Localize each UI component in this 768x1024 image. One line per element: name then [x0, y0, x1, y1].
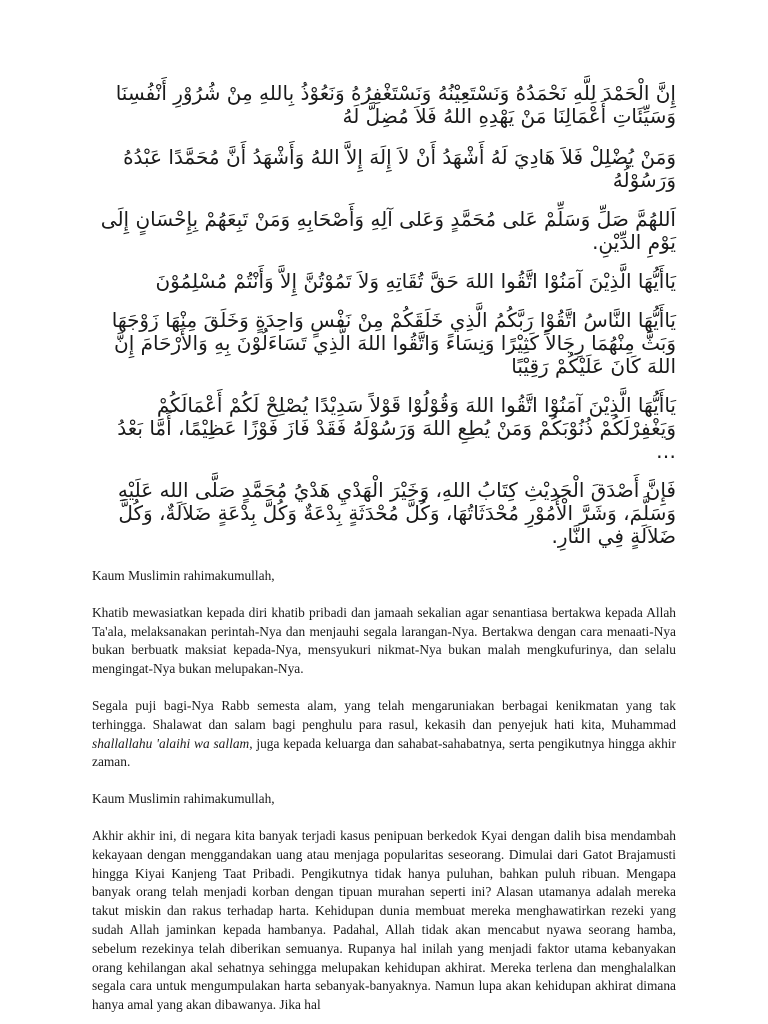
- arabic-verse-al-ahzab: يَاأَيُّهَا الَّذِيْنَ آمَنُوْا اتَّقُوا اللهَ وَقُوْلُوْا قَوْلاً سَدِيْدًا يُصْلِحْ لَكُمْ أَعْمَالَكُمْ وَيَغْفِرْلَكُمْ ذُنُوْبَكُمْ وَمَنْ يُطِعِ اللهَ وَرَسُوْلَهُ فَقَدْ فَازَ فَوْزًا عَظِيْمًا، أَمَّا بَعْدُ …: [117, 393, 676, 463]
- arabic-salawat: اَللهُمَّ صَلِّ وَسَلِّمْ عَلى مُحَمَّدٍ وَعَلى آلِهِ وَأَصْحَابِهِ وَمَنْ تَبِعَهُمْ بِإِحْسَانٍ إِلَى يَوْمِ الدِّيْنِ.: [100, 207, 676, 254]
- praise-text-start: Segala puji bagi-Nya Rabb semesta alam, yang telah mengaruniakan berbagai kenikmatan yang tak terhingga. Shalawat dan salam bagi penghulu para rasul, kekasih dan penyejuk hati kita, Muhammad: [92, 697, 676, 732]
- main-sermon-paragraph: Akhir akhir ini, di negara kita banyak terjadi kasus penipuan berkedok Kyai dengan dalih bisa mendambah kekayaan dengan menggandakan uang atau menjaga popularitas seseorang. Dimulai dari Gatot Brajamusti hingga Kiyai Kanjeng Taat Pribadi. Pengikutnya tidak hanya puluhan, bahkan puluh ribuan. Mengapa banyak orang telah menjadi korban dengan tipuan murahan seperti ini? Alasan utamanya adalah mereka takut miskin dan rakus terhadap harta. Kehidupan dunia membuat mereka menghawatirkan rezeki yang sudah Allah jaminkan kepada hambanya. Padahal, Allah tidak akan mencabut nyawa seorang hamba, sebelum rezekinya telah diberikan semuanya. Rupanya hal inilah yang menjadi faktor utama kebanyakan orang kehilangan akal sehatnya sehingga melupakan kehidupan akhirat. Mereka terlena dan menghalalkan segala cara untuk mengumpulakan harta sebanyak-banyaknya. Namun lupa akan kehidupan akhirat dimana hanya amal yang akan dibawanya. Jika hal: [92, 827, 676, 1013]
- greeting-paragraph-2: Kaum Muslimin rahimakumullah,: [92, 791, 275, 807]
- praise-text-end: , juga kepada keluarga dan sahabat-sahabatnya, serta pengikutnya hingga akhir zaman.: [92, 735, 676, 770]
- arabic-closing-hadith: فَإِنَّ أَصْدَقَ الْحَدِيْثِ كِتَابُ اللهِ، وَخَيْرَ الْهَدْيِ هَدْيُ مُحَمَّدٍ صَلَّى الله عَلَيْهِ وَسَلَّمَ، وَشَرَّ الْأُمُوْرِ مُحْدَثَاتُهَا، وَكُلَّ مُحْدَثَةٍ بِدْعَةٌ وَكُلَّ بِدْعَةٍ ضَلاَلَةٌ، وَكُلَّ ضَلاَلَةٍ فِي النَّارِ.: [117, 478, 676, 548]
- greeting-paragraph: Kaum Muslimin rahimakumullah,: [92, 568, 275, 583]
- arabic-shahada: وَمَنْ يُضْلِلْ فَلاَ هَادِيَ لَهُ أَشْهَدُ أَنْ لاَ إِلَهَ إِلاَّ اللهُ وَأَشْهَدُ أَنَّ مُحَمَّدًا عَبْدُهُ وَرَسُوْلُهُ: [123, 145, 676, 192]
- arabic-verse-ali-imran: يَاأَيُّهَا الَّذِيْنَ آمَنُوْا اتَّقُوا اللهَ حَقَّ تُقَاتِهِ وَلاَ تَمُوْتُنَّ إِلاَّ وَأَنْتُمْ مُسْلِمُوْنَ: [155, 269, 676, 293]
- arabic-verse-an-nisa: يَاأَيُّهَا النَّاسُ اتَّقُوْا رَبَّكُمُ الَّذِي خَلَقَكُمْ مِنْ نَفْسٍ وَاحِدَةٍ وَخَلَقَ مِنْهَا زَوْجَهَا وَبَثَّ مِنْهُمَا رِجَالاً كَثِيْرًا وَنِسَاءً وَاتَّقُوا اللهَ الَّذِي تَسَاءَلُوْنَ بِهِ وَالأَرْحَامَ إِنَّ اللهَ كَانَ عَلَيْكُمْ رَقِيْبًا: [111, 308, 676, 378]
- taqwa-paragraph: Khatib mewasiatkan kepada diri khatib pribadi dan jamaah sekalian agar senantiasa bertakwa kepada Allah Ta'ala, melaksanakan perintah-Nya dan menjauhi segala larangan-Nya. Bertakwa dengan cara menaati-Nya bukan berbuatk maksiat kepada-Nya, mensyukuri nikmat-Nya bukan malah mengkufurinya, dan selalu mengingat-Nya bukan melupakan-Nya.: [92, 604, 676, 677]
- arabic-opening-praise: إِنَّ الْحَمْدَ لِلَّهِ نَحْمَدُهُ وَنَسْتَعِيْنُهُ وَنَسْتَغْفِرُهُ وَنَعُوْذُ بِاللهِ مِنْ شُرُوْرِ أَنْفُسِنَا وَسَيِّئَاتِ أَعْمَالِنَا مَنْ يَهْدِهِ اللهُ فَلاَ مُضِلَّ لَهُ: [115, 81, 676, 128]
- document-page: [92, 82, 676, 1015]
- praise-paragraph: [92, 697, 676, 772]
- praise-italic-phrase: shallallahu 'alaihi wa sallam: [92, 735, 250, 751]
